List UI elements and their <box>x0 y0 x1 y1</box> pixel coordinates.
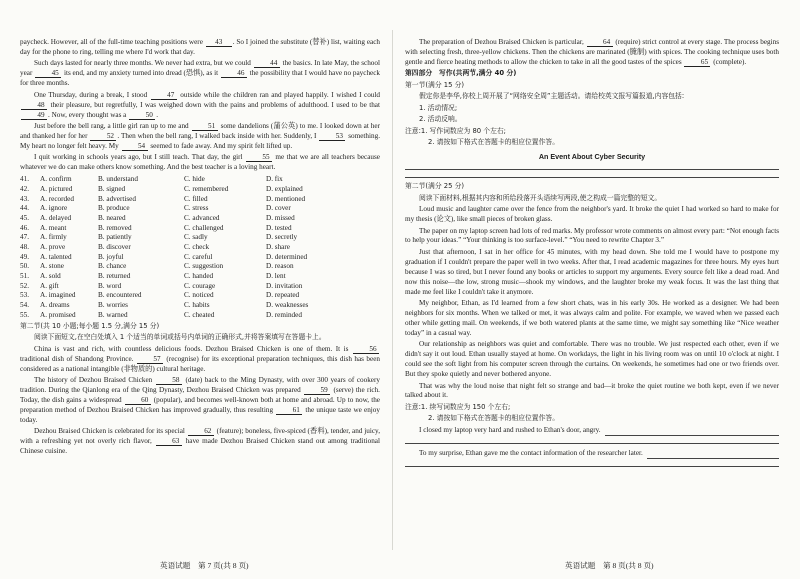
option-cell: D. share <box>266 242 290 251</box>
option-cell: C. habits <box>184 301 210 310</box>
option-row <box>20 282 380 292</box>
option-cell: B. produce <box>98 204 130 213</box>
grammar-fill-paragraph: The history of Dezhou Braised Chicken 58 (date) back to the Ming Dynasty, with over 300 years of cookery tradition. During the Qianlong era of the Qing Dynasty, Dezhou Braised Chicken was prepared 59 (serve) the rich. Today, the dish gains a widespread 60 (popular), and becomes well-known both at home and abroad. Up to now, the preparation method of Dezhou Braised Chicken has improved gradually, thus resulting 61 the unique taste we enjoy today. <box>20 376 380 424</box>
page-7-column <box>20 38 380 459</box>
writing-note: 2. 请按如下格式在答题卡的相应位置作答。 <box>428 138 559 147</box>
option-cell: B. worries <box>98 301 128 310</box>
option-row <box>20 311 380 321</box>
option-cell: D. explained <box>266 184 303 193</box>
option-cell: 55. <box>20 310 29 319</box>
answer-blank-44: 44 <box>254 59 280 68</box>
answer-blank-43: 43 <box>206 38 232 47</box>
writing-note: 2. 请按如下格式在答题卡的相应位置作答。 <box>428 414 559 423</box>
opening-line-1 <box>405 426 779 436</box>
essay-title: An Event About Cyber Security <box>538 152 646 162</box>
answer-blank-64: 64 <box>587 38 613 47</box>
option-cell: 47. <box>20 233 29 242</box>
option-cell: C. careful <box>184 252 213 261</box>
option-cell: A. recorded <box>40 194 74 203</box>
option-cell: A. delayed <box>40 213 72 222</box>
option-cell: A. prove <box>40 242 66 251</box>
option-cell: C. courage <box>184 281 216 290</box>
option-cell: C. check <box>184 242 210 251</box>
option-cell: A. ignore <box>40 204 68 213</box>
section-2-title: 第二节(共 10 小题;每小题 1.5 分,满分 15 分) <box>20 322 160 331</box>
option-cell: B. word <box>98 281 122 290</box>
option-cell: D. fix <box>266 175 283 184</box>
writing-section-2-title: 第二节(满分 25 分) <box>405 182 465 191</box>
option-cell: D. cover <box>266 204 291 213</box>
option-cell: C. stress <box>184 204 209 213</box>
writing-note: 注意:1. 续写词数应为 150 个左右; <box>405 402 511 411</box>
option-cell: 53. <box>20 291 29 300</box>
answer-blank-52: 52 <box>90 132 116 141</box>
answer-blank-61: 61 <box>276 406 302 415</box>
page-8-column <box>405 38 779 467</box>
option-cell: B. joyful <box>98 252 124 261</box>
option-cell: B. returned <box>98 272 131 281</box>
option-cell: C. cheated <box>184 310 215 319</box>
content-point: 2. 活动反响。 <box>419 115 462 124</box>
answer-line <box>647 450 779 459</box>
answer-blank-47: 47 <box>151 91 177 100</box>
option-cell: 41. <box>20 175 29 184</box>
option-cell: 50. <box>20 262 29 271</box>
column-divider <box>392 30 393 550</box>
option-row <box>20 301 380 311</box>
option-cell: B. patiently <box>98 233 132 242</box>
option-cell: D. lent <box>266 272 286 281</box>
option-cell: B. encountered <box>98 291 142 300</box>
option-cell: B. removed <box>98 223 132 232</box>
option-row <box>20 175 380 185</box>
story-paragraph: Loud music and laughter came over the fence from the neighbor's yard. It broke the quiet I had worked so hard to make for my thesis (论文), like small pieces of broken glass. <box>405 205 779 224</box>
option-cell: C. hide <box>184 175 205 184</box>
option-cell: 48. <box>20 242 29 251</box>
writing-section-1-instructions: 假定你是李华,你校上周开展了“网络安全周”主题活动。请给校英文报写篇报道,内容包括: <box>419 92 685 101</box>
opening-sentence-1: I closed my laptop very hard and rushed to Ethan's door, angry. <box>419 425 601 434</box>
answer-line <box>605 427 779 436</box>
option-cell: 51. <box>20 272 29 281</box>
option-row <box>20 185 380 195</box>
answer-blank-49: 49 <box>21 111 47 120</box>
option-row <box>20 233 380 243</box>
option-cell: D. weaknesses <box>266 301 309 310</box>
answer-blank-51: 51 <box>192 122 218 131</box>
cloze-options-table <box>20 175 380 320</box>
option-cell: A. meant <box>40 223 67 232</box>
option-cell: A. confirm <box>40 175 72 184</box>
option-cell: 43. <box>20 194 29 203</box>
option-row <box>20 224 380 234</box>
writing-section-1-title: 第一节(满分 15 分) <box>405 80 465 89</box>
option-cell: D. mentioned <box>266 194 306 203</box>
option-cell: C. handed <box>184 272 214 281</box>
opening-line-2 <box>405 449 779 459</box>
grammar-fill-paragraph: China is vast and rich, with countless delicious foods. Dezhou Braised Chicken is one of them. It is 56 traditional dish of Shandong Province. 57 (recognise) for its exceptional preparation techniques, this dish has been considered as a national intangible (非物质的) cultural heritage. <box>20 344 380 373</box>
cloze-paragraph: Such days lasted for nearly three months. We never had extra, but we could 44 the basics. In late May, the school year 45 its end, and my anxiety turned into dread (恐惧), as it 46 the possibility that I would have no paycheck for three months. <box>20 59 381 88</box>
part-4-title: 第四部分 写作(共两节,满分 40 分) <box>405 69 517 78</box>
answer-blank-58: 58 <box>156 376 182 385</box>
page-7-footer: 英语试题 第 7 页(共 8 页) <box>160 561 249 570</box>
content-point: 1. 活动情况; <box>419 103 458 112</box>
cloze-paragraph: Just before the bell rang, a little girl ran up to me and 51 some dandelions (蒲公英) to me. I looked down at her and thanked her for her 52 . Then when the bell rang, I walked back inside with her. Suddenly, I 53 something. My heart no longer felt heavy. My 54 seemed to fade away. And my spirit felt lifted up. <box>20 122 380 150</box>
answer-line <box>405 169 779 170</box>
option-cell: A. dreams <box>40 301 70 310</box>
option-cell: C. filled <box>184 194 208 203</box>
option-cell: D. secretly <box>266 233 298 242</box>
option-cell: 45. <box>20 213 29 222</box>
option-cell: A. sold <box>40 272 61 281</box>
option-cell: D. reminded <box>266 310 302 319</box>
answer-blank-55: 55 <box>246 153 272 162</box>
option-cell: 54. <box>20 301 29 310</box>
option-cell: A. gift <box>40 281 59 290</box>
option-row <box>20 253 380 263</box>
option-cell: 42. <box>20 184 29 193</box>
option-row <box>20 291 380 301</box>
grammar-fill-paragraph: Dezhou Braised Chicken is celebrated for its special 62 (feature); boneless, five-spiced (香料), tender, and juicy, with a refreshing yet not overly rich flavor, 63 have made Dezhou Braised Chicken stand out among traditional Chinese cuisine. <box>20 427 380 456</box>
story-paragraph: The paper on my laptop screen had lots of red marks. My professor wrote comments on almost every part: “Not enough facts to help your ideas.” “Your thinking is too surface-level.” “You need to rewrite Chapter 3.” <box>405 226 779 245</box>
answer-blank-56: 56 <box>353 345 379 354</box>
option-cell: D. determined <box>266 252 308 261</box>
option-row <box>20 204 380 214</box>
option-cell: C. noticed <box>184 291 214 300</box>
story-paragraph: Just that afternoon, I sat in her office for 45 minutes, with my head down. She told me I would have to postpone my graduation if I couldn't prepare the paper well in two weeks. After that, I read academic magazines for three hours. My eyes hurt because I was so tired, but I never found any books or articles to support my arguments. Every source felt like a dead road. And now this noise—the low, strong music—shook my windows, and the laughter broke my weak focus. It was the last thing that made me feel like I couldn't take it anymore. <box>405 247 779 296</box>
option-row <box>20 214 380 224</box>
option-cell: A. imagined <box>40 291 76 300</box>
option-cell: B. understand <box>98 175 138 184</box>
answer-blank-48: 48 <box>21 101 47 110</box>
option-cell: C. suggestion <box>184 262 224 271</box>
option-cell: C. challenged <box>184 223 224 232</box>
option-cell: B. warned <box>98 310 128 319</box>
option-cell: 49. <box>20 252 29 261</box>
grammar-fill-paragraph: The preparation of Dezhou Braised Chicken is particular, 64 (require) strict control at every stage. The process begins with selecting fresh, three-yellow chickens. Then the chickens are marinated (腌制) with spices. The cooking technique uses both gentle and fierce heating methods to allow the chicken to take in all the good tastes of the spices 65 (complete). <box>405 38 779 66</box>
option-cell: D. invitation <box>266 281 303 290</box>
option-row <box>20 272 380 282</box>
option-cell: D. missed <box>266 213 295 222</box>
answer-blank-62: 62 <box>188 427 214 436</box>
option-cell: B. chance <box>98 262 127 271</box>
option-cell: A. firmly <box>40 233 67 242</box>
option-cell: D. reason <box>266 262 294 271</box>
option-cell: C. advanced <box>184 213 220 222</box>
answer-blank-53: 53 <box>319 132 345 141</box>
answer-blank-63: 63 <box>156 437 182 446</box>
answer-blank-45: 45 <box>35 69 61 78</box>
answer-blank-46: 46 <box>221 69 247 78</box>
option-cell: A. stone <box>40 262 64 271</box>
option-cell: 46. <box>20 223 29 232</box>
cloze-paragraph: I quit working in schools years ago, but I still teach. That day, the girl 55 me that we are all teachers because whatever we do can make others know something. And the best teacher is a loving heart. <box>20 153 381 172</box>
answer-blank-59: 59 <box>304 386 330 395</box>
option-cell: A. pictured <box>40 184 73 193</box>
option-cell: B. discover <box>98 242 131 251</box>
option-cell: B. signed <box>98 184 126 193</box>
option-cell: 52. <box>20 281 29 290</box>
story-paragraph: That was why the loud noise that night felt so strange and bad—it broke the quiet routine we both kept, even if we never talked about it. <box>405 381 779 400</box>
story-paragraph: Our relationship as neighbors was quiet and comfortable. There was no trouble. We just respected each other, even if we didn't say it out loud. Ethan usually stayed at home. On workdays, the light in his living room was on until 10 o'clock at night. I could see the soft light from his computer screen through the curtains. On weekends, he sometimes had one or two friends over. But they spoke quietly and never bothered anyone. <box>405 340 779 378</box>
option-cell: C. sadly <box>184 233 208 242</box>
option-cell: B. neared <box>98 213 126 222</box>
option-cell: D. tested <box>266 223 292 232</box>
option-cell: 44. <box>20 204 29 213</box>
writing-note: 注意:1. 写作词数应为 80 个左右; <box>405 126 506 135</box>
answer-line <box>405 443 779 444</box>
cloze-paragraph: One Thursday, during a break, I stood 47 outside while the children ran and played happily. I wished I could 48 their pleasure, but regretfully, I was weighed down with the pains and problems of adulthood. I used to be that 49 . Now, every thought was a 50 . <box>20 91 380 121</box>
story-paragraph: My neighbor, Ethan, as I'd learned from a few short chats, was in his early 30s. He worked as a designer. We had been neighbors for six months. When we talked or met, it was always calm and polite. For example, we waved when we passed each other while getting mail. On weekends, if we both watered plants at the same time, we might say something like “Nice weather today” in a casual way. <box>405 299 779 337</box>
option-cell: A. talented <box>40 252 72 261</box>
answer-line <box>405 466 779 467</box>
option-cell: C. remembered <box>184 184 229 193</box>
page-8-footer: 英语试题 第 8 页(共 8 页) <box>565 561 654 570</box>
option-row <box>20 262 380 272</box>
option-row <box>20 195 380 205</box>
option-cell: B. advertised <box>98 194 136 203</box>
writing-section-2-instructions: 阅读下面材料,根据其内容和所给段落开头语续写两段,使之构成一篇完整的短文。 <box>419 193 662 202</box>
option-cell: A. promised <box>40 310 76 319</box>
answer-blank-60: 60 <box>125 396 151 405</box>
answer-blank-57: 57 <box>137 355 163 364</box>
answer-blank-65: 65 <box>684 58 710 67</box>
answer-blank-54: 54 <box>122 142 148 151</box>
cloze-paragraph: paycheck. However, all of the full-time teaching positions were 43 . So I joined the substitute (替补) list, waiting each day for the phone to ring, telling me where I'd work that day. <box>20 38 380 56</box>
section-2-instructions: 阅读下面短文,在空白处填入 1 个适当的单词或括号内单词的正确形式,并将答案填写在答题卡上。 <box>34 333 326 342</box>
answer-blank-50: 50 <box>129 111 155 120</box>
opening-sentence-2: To my surprise, Ethan gave me the contact information of the researcher later. <box>419 448 643 457</box>
option-row <box>20 243 380 253</box>
option-cell: D. repeated <box>266 291 300 300</box>
